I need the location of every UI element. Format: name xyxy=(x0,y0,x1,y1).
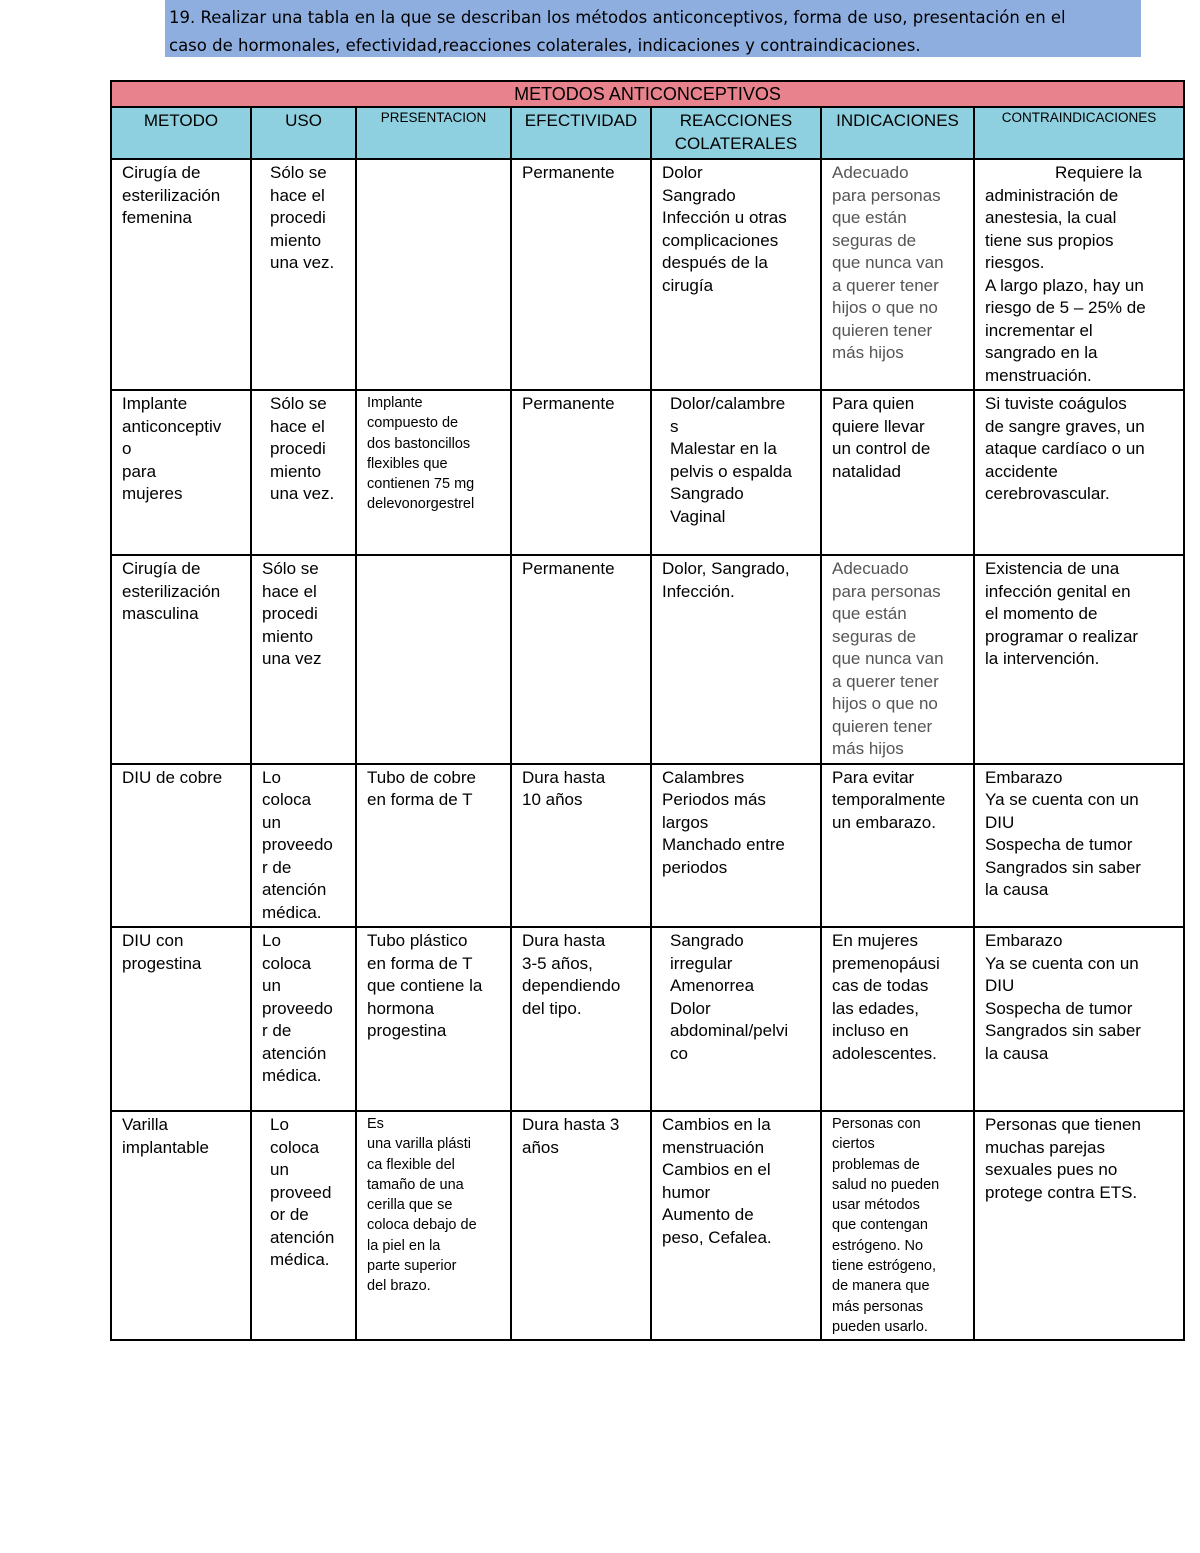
cell-text-line: Permanente xyxy=(522,394,615,413)
table-row xyxy=(111,390,1184,555)
cell-text-line: esterilización xyxy=(122,581,221,601)
cell-text-line: Permanente xyxy=(522,559,615,578)
cell-metodo xyxy=(111,159,251,390)
cell-uso xyxy=(251,927,356,1111)
cell-text-line: la causa xyxy=(985,880,1049,899)
cell-text-line: la intervención. xyxy=(985,649,1100,668)
cell-contraindicaciones xyxy=(974,1111,1184,1340)
cell-text-line: riesgos. xyxy=(985,253,1045,272)
cell-presentacion xyxy=(356,1111,511,1340)
header-metodo-label: METODO xyxy=(143,111,219,130)
cell-text-line: Sangrado xyxy=(662,185,736,205)
cell-text-line: accidente xyxy=(985,461,1058,481)
cell-reacciones xyxy=(651,159,821,390)
cell-text-line: premenopáusi xyxy=(832,953,940,973)
prompt-line-1: 19. Realizar una tabla en la que se describan los métodos anticonceptivos, forma de uso, presentación en el xyxy=(169,8,1066,27)
cell-text-line: contienen 75 mg xyxy=(367,476,475,493)
cell-text-line: Requiere la xyxy=(1055,163,1142,182)
cell-text-line: una vez xyxy=(262,649,322,668)
cell-text-line: 10 años xyxy=(522,790,583,809)
cell-text-line: Cirugía de xyxy=(122,559,201,578)
cell-text-line: pueden usarlo. xyxy=(832,1318,928,1335)
cell-text-line: Personas con xyxy=(832,1116,921,1132)
cell-text-line: que nunca van xyxy=(832,649,944,668)
cell-reacciones xyxy=(651,927,821,1111)
cell-text-line: problemas de xyxy=(832,1156,920,1173)
cell-text-line: Dolor/calambre xyxy=(670,394,786,413)
cell-indicaciones xyxy=(821,390,974,555)
cell-text-line: Infección u otras xyxy=(662,208,787,227)
cell-text-line: r de xyxy=(262,1021,292,1040)
cell-text-line: Existencia de una xyxy=(985,559,1120,578)
cell-text-line: progestina xyxy=(367,1021,447,1040)
cell-text-line: cerebrovascular. xyxy=(985,484,1110,503)
cell-text-line: muchas parejas xyxy=(985,1137,1106,1157)
cell-text-line: Personas que tienen xyxy=(985,1115,1141,1134)
cell-text-line: dependiendo xyxy=(522,976,621,995)
cell-text-line: un control de xyxy=(832,439,931,458)
cell-text-line: delevonorgestrel xyxy=(367,496,475,513)
cell-text-line: Amenorrea xyxy=(670,976,755,995)
cell-text-line: coloca debajo de xyxy=(367,1217,477,1234)
cell-text-line: a querer tener xyxy=(832,671,939,691)
cell-text-line: co xyxy=(670,1043,688,1063)
cell-text-line: r de xyxy=(262,857,292,877)
cell-text-line: ataque cardíaco o un xyxy=(985,439,1145,458)
cell-text-line: un xyxy=(262,812,281,832)
cell-text-line: Para quien xyxy=(832,394,915,413)
table-title-row xyxy=(111,81,1184,107)
cell-text-line: atención xyxy=(262,1043,327,1063)
cell-reacciones xyxy=(651,1111,821,1340)
cell-metodo xyxy=(111,555,251,764)
cell-text-line: de sangre graves, un xyxy=(985,416,1145,436)
cell-text-line: DIU xyxy=(985,812,1015,832)
cell-text-line: Adecuado xyxy=(832,559,909,578)
cell-text-line: ciertos xyxy=(832,1136,875,1153)
cell-text-line: médica. xyxy=(270,1250,330,1269)
cell-text-line: irregular xyxy=(670,953,733,973)
cell-text-line: Sangrado xyxy=(670,484,744,503)
table-row xyxy=(111,1111,1184,1340)
cell-text-line: proveedo xyxy=(262,835,333,854)
cell-text-line: dos bastoncillos xyxy=(367,435,471,452)
cell-text-line: procedi xyxy=(270,208,326,227)
cell-indicaciones xyxy=(821,764,974,928)
cell-uso xyxy=(251,764,356,928)
cell-text-line: sexuales pues no xyxy=(985,1160,1118,1179)
cell-contraindicaciones xyxy=(974,764,1184,928)
header-contraindicaciones xyxy=(974,107,1184,159)
header-presentacion-label: PRESENTACION xyxy=(380,110,487,125)
cell-metodo xyxy=(111,927,251,1111)
cell-text-line: s xyxy=(670,416,679,436)
cell-indicaciones xyxy=(821,159,974,390)
cell-text-line: usar métodos xyxy=(832,1197,920,1214)
cell-text-line: seguras de xyxy=(832,230,917,250)
cell-text-line: para personas xyxy=(832,185,941,205)
header-uso xyxy=(251,107,356,159)
cell-text-line: que están xyxy=(832,208,907,227)
cell-text-line: Lo xyxy=(262,767,281,787)
cell-text-line: la causa xyxy=(985,1043,1049,1063)
cell-text-line: o xyxy=(122,439,132,458)
cell-text-line: Implante xyxy=(367,395,423,411)
cell-text-line: anticonceptiv xyxy=(122,416,222,436)
cell-presentacion xyxy=(356,764,511,928)
cell-text-line: Embarazo xyxy=(985,931,1063,950)
cell-text-line: Dolor xyxy=(670,998,711,1018)
cell-text-line: natalidad xyxy=(832,461,902,481)
cell-text-line: hormona xyxy=(367,998,435,1018)
cell-metodo xyxy=(111,764,251,928)
cell-text-line: abdominal/pelvi xyxy=(670,1021,789,1040)
cell-text-line: tiene estrógeno, xyxy=(832,1258,936,1275)
header-contraindicaciones-label: CONTRAINDICACIONES xyxy=(1001,110,1157,125)
cell-text-line: proveedo xyxy=(262,998,333,1018)
cell-text-line: Sólo se xyxy=(270,163,327,182)
cell-text-line: largos xyxy=(662,812,709,832)
cell-text-line: humor xyxy=(662,1182,711,1202)
cell-text-line: Sangrados sin saber xyxy=(985,1021,1141,1040)
cell-text-line: administración de xyxy=(985,185,1119,205)
cell-text-line: ca flexible del xyxy=(367,1156,455,1173)
cell-text-line: Dura hasta xyxy=(522,931,606,950)
cell-text-line: Malestar en la xyxy=(670,439,777,458)
cell-text-line: coloca xyxy=(270,1137,320,1157)
cell-presentacion xyxy=(356,927,511,1111)
cell-indicaciones xyxy=(821,555,974,764)
cell-efectividad xyxy=(511,159,651,390)
header-indicaciones-label: INDICACIONES xyxy=(836,111,959,130)
cell-text-line: Sospecha de tumor xyxy=(985,998,1133,1018)
cell-text-line: parte superior xyxy=(367,1258,457,1275)
cell-text-line: Periodos más xyxy=(662,790,766,809)
table-row xyxy=(111,159,1184,390)
cell-text-line: hace el xyxy=(262,581,317,601)
cell-text-line: Lo xyxy=(270,1115,289,1134)
cell-text-line: hace el xyxy=(270,185,325,205)
cell-text-line: proveed xyxy=(270,1182,332,1202)
header-reacciones-label-1: REACCIONES xyxy=(679,111,793,130)
cell-metodo xyxy=(111,1111,251,1340)
cell-efectividad xyxy=(511,390,651,555)
cell-text-line: una vez. xyxy=(270,253,335,272)
cell-text-line: cirugía xyxy=(662,275,714,295)
cell-text-line: una varilla plásti xyxy=(367,1136,471,1153)
cell-contraindicaciones xyxy=(974,390,1184,555)
cell-text-line: masculina xyxy=(122,604,199,623)
cell-text-line: tiene sus propios xyxy=(985,230,1114,250)
cell-text-line: Ya se cuenta con un xyxy=(985,953,1139,973)
header-indicaciones xyxy=(821,107,974,159)
cell-text-line: estrógeno. No xyxy=(832,1237,924,1254)
cell-reacciones xyxy=(651,555,821,764)
cell-contraindicaciones xyxy=(974,159,1184,390)
cell-text-line: Si tuviste coágulos xyxy=(985,394,1127,413)
cell-text-line: Vaginal xyxy=(670,506,726,526)
cell-text-line: Cirugía de xyxy=(122,163,201,182)
cell-text-line: seguras de xyxy=(832,626,917,646)
cell-text-line: quieren tener xyxy=(832,716,933,736)
cell-text-line: esterilización xyxy=(122,185,221,205)
cell-text-line: que contiene la xyxy=(367,976,483,995)
cell-text-line: compuesto de xyxy=(367,415,459,432)
table-title: METODOS ANTICONCEPTIVOS xyxy=(111,81,1184,107)
cell-text-line: mujeres xyxy=(122,484,183,503)
header-metodo xyxy=(111,107,251,159)
cell-text-line: incrementar el xyxy=(985,320,1093,340)
cell-text-line: Sospecha de tumor xyxy=(985,835,1133,854)
cell-text-line: del tipo. xyxy=(522,998,582,1018)
cell-text-line: médica. xyxy=(262,1066,322,1085)
cell-text-line: implantable xyxy=(122,1137,209,1157)
cell-text-line: que contengan xyxy=(832,1217,928,1234)
cell-text-line: 3-5 años, xyxy=(522,953,593,973)
cell-text-line: del brazo. xyxy=(367,1278,431,1295)
cell-text-line: que están xyxy=(832,604,907,623)
cell-text-line: Varilla xyxy=(122,1115,168,1134)
cell-text-line: un embarazo. xyxy=(832,812,936,832)
cell-uso xyxy=(251,1111,356,1340)
cell-text-line: Dura hasta xyxy=(522,767,606,787)
cell-text-line: adolescentes. xyxy=(832,1043,937,1063)
header-reacciones xyxy=(651,107,821,159)
cell-reacciones xyxy=(651,764,821,928)
cell-text-line: Aumento de xyxy=(662,1205,754,1224)
cell-text-line: atención xyxy=(270,1227,335,1247)
cell-text-line: procedi xyxy=(262,604,318,623)
header-efectividad xyxy=(511,107,651,159)
cell-text-line: sangrado en la xyxy=(985,343,1098,362)
cell-text-line: Sangrado xyxy=(670,931,744,950)
cell-presentacion xyxy=(356,555,511,764)
cell-text-line: Dolor xyxy=(662,163,703,182)
cell-text-line: complicaciones xyxy=(662,230,779,250)
cell-metodo xyxy=(111,390,251,555)
cell-text-line: más hijos xyxy=(832,343,904,362)
cell-text-line: salud no pueden xyxy=(832,1176,940,1193)
cell-text-line: en forma de T xyxy=(367,953,473,973)
cell-text-line: un xyxy=(270,1160,289,1179)
cell-text-line: una vez. xyxy=(270,484,335,503)
table-row xyxy=(111,555,1184,764)
header-presentacion xyxy=(356,107,511,159)
assignment-prompt xyxy=(165,0,1141,57)
cell-text-line: a querer tener xyxy=(832,275,939,295)
cell-text-line: temporalmente xyxy=(832,790,946,809)
cell-text-line: progestina xyxy=(122,953,202,973)
cell-text-line: Sólo se xyxy=(270,394,327,413)
cell-text-line: Embarazo xyxy=(985,767,1063,787)
cell-text-line: Adecuado xyxy=(832,163,909,182)
cell-text-line: Dolor, Sangrado, xyxy=(662,559,790,578)
cell-text-line: Ya se cuenta con un xyxy=(985,790,1139,809)
header-reacciones-label-2: COLATERALES xyxy=(674,133,798,153)
cell-text-line: Es xyxy=(367,1116,384,1132)
cell-text-line: Calambres xyxy=(662,767,745,787)
cell-efectividad xyxy=(511,764,651,928)
table-header-row xyxy=(111,107,1184,159)
cell-text-line: quiere llevar xyxy=(832,416,925,436)
cell-text-line: Cambios en el xyxy=(662,1160,771,1179)
cell-text-line: A largo plazo, hay un xyxy=(985,275,1144,295)
cell-text-line: de manera que xyxy=(832,1278,930,1295)
cell-text-line: Tubo de cobre xyxy=(367,767,476,787)
cell-text-line: después de la xyxy=(662,253,768,272)
cell-text-line: Sangrados sin saber xyxy=(985,857,1141,877)
cell-text-line: coloca xyxy=(262,953,312,973)
cell-text-line: incluso en xyxy=(832,1021,909,1040)
cell-text-line: menstruación xyxy=(662,1137,765,1157)
cell-text-line: las edades, xyxy=(832,998,919,1018)
table-row xyxy=(111,764,1184,928)
cell-text-line: médica. xyxy=(262,902,322,922)
cell-text-line: or de xyxy=(270,1205,309,1224)
cell-efectividad xyxy=(511,927,651,1111)
cell-text-line: Infección. xyxy=(662,581,735,601)
cell-text-line: programar o realizar xyxy=(985,626,1139,646)
cell-indicaciones xyxy=(821,927,974,1111)
cell-text-line: Tubo plástico xyxy=(367,931,468,950)
cell-text-line: Manchado entre xyxy=(662,835,785,854)
cell-text-line: menstruación. xyxy=(985,365,1092,385)
contraceptive-methods-table xyxy=(110,80,1185,1341)
cell-text-line: atención xyxy=(262,880,327,899)
cell-contraindicaciones xyxy=(974,927,1184,1111)
cell-text-line: infección genital en xyxy=(985,581,1131,601)
cell-contraindicaciones xyxy=(974,555,1184,764)
cell-text-line: quieren tener xyxy=(832,320,933,340)
cell-text-line: peso, Cefalea. xyxy=(662,1227,772,1247)
cell-text-line: cas de todas xyxy=(832,976,929,995)
cell-text-line: DIU xyxy=(985,976,1015,995)
cell-indicaciones xyxy=(821,1111,974,1340)
cell-text-line: miento xyxy=(270,230,322,250)
cell-text-line: anestesia, la cual xyxy=(985,208,1117,227)
cell-uso xyxy=(251,159,356,390)
cell-efectividad xyxy=(511,555,651,764)
cell-text-line: DIU con xyxy=(122,931,184,950)
prompt-line-2: caso de hormonales, efectividad,reacciones colaterales, indicaciones y contraindicaciones. xyxy=(169,36,921,55)
header-uso-label: USO xyxy=(285,111,322,130)
table-row xyxy=(111,927,1184,1111)
cell-text-line: Cambios en la xyxy=(662,1115,771,1134)
cell-text-line: más personas xyxy=(832,1298,924,1315)
cell-presentacion xyxy=(356,159,511,390)
cell-text-line: tamaño de una xyxy=(367,1176,464,1193)
cell-text-line: hijos o que no xyxy=(832,298,938,317)
cell-text-line: coloca xyxy=(262,790,312,809)
cell-text-line: pelvis o espalda xyxy=(670,461,792,481)
cell-text-line: En mujeres xyxy=(832,931,918,950)
header-efectividad-label: EFECTIVIDAD xyxy=(524,111,638,130)
cell-text-line: que nunca van xyxy=(832,253,944,272)
cell-text-line: femenina xyxy=(122,208,192,227)
cell-text-line: años xyxy=(522,1137,559,1157)
cell-text-line: Dura hasta 3 xyxy=(522,1115,620,1134)
cell-text-line: hijos o que no xyxy=(832,694,938,713)
cell-text-line: periodos xyxy=(662,857,728,877)
cell-reacciones xyxy=(651,390,821,555)
cell-text-line: un xyxy=(262,976,281,995)
cell-text-line: miento xyxy=(262,626,314,646)
cell-text-line: hace el xyxy=(270,416,325,436)
cell-uso xyxy=(251,555,356,764)
cell-text-line: DIU de cobre xyxy=(122,767,223,787)
cell-text-line: Implante xyxy=(122,394,188,413)
cell-uso xyxy=(251,390,356,555)
cell-text-line: Lo xyxy=(262,931,281,950)
cell-text-line: riesgo de 5 – 25% de xyxy=(985,298,1146,317)
cell-text-line: Permanente xyxy=(522,163,615,182)
cell-text-line: en forma de T xyxy=(367,790,473,809)
cell-presentacion xyxy=(356,390,511,555)
cell-text-line: más hijos xyxy=(832,739,904,758)
cell-text-line: para xyxy=(122,461,157,481)
cell-text-line: miento xyxy=(270,461,322,481)
cell-text-line: Para evitar xyxy=(832,767,915,787)
cell-efectividad xyxy=(511,1111,651,1340)
cell-text-line: protege contra ETS. xyxy=(985,1182,1138,1202)
cell-text-line: cerilla que se xyxy=(367,1197,453,1214)
cell-text-line: para personas xyxy=(832,581,941,601)
cell-text-line: procedi xyxy=(270,439,326,458)
cell-text-line: el momento de xyxy=(985,604,1098,623)
cell-text-line: Sólo se xyxy=(262,559,319,578)
cell-text-line: la piel en la xyxy=(367,1237,441,1254)
cell-text-line: flexibles que xyxy=(367,455,448,472)
